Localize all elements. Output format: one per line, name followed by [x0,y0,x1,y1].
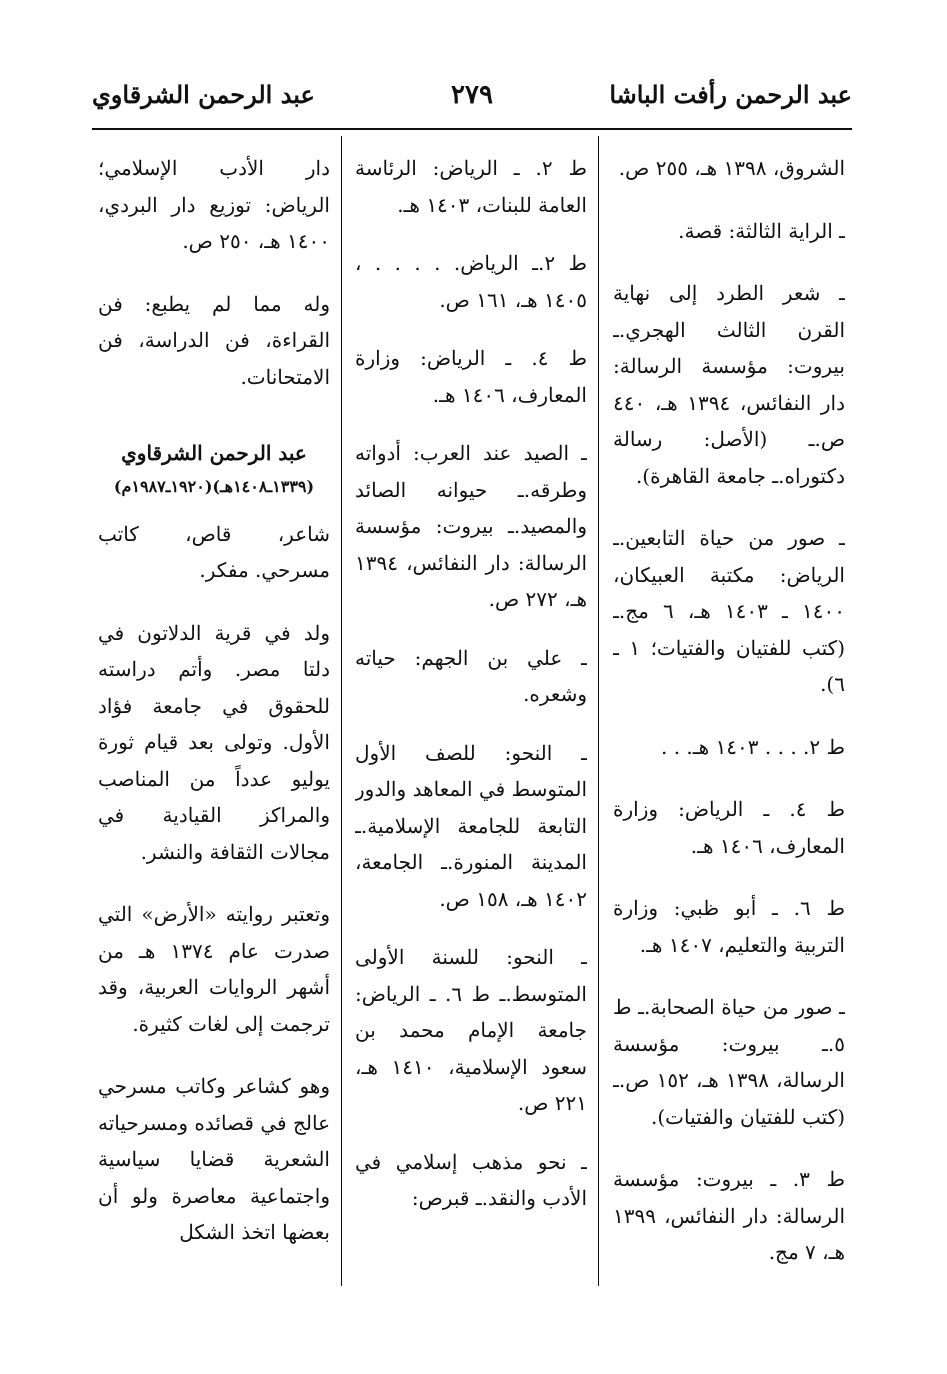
entry-paragraph: ـ شعر الطرد إلى نهاية القرن الثالث الهجري.ـ بيروت: مؤسسة الرسالة: دار النفائس، ١٣٩٤ هـ، ٤٤٠ ص.ـ (الأصل: رسالة دكتوراه.ـ جامعة القاهرة). [613,281,845,488]
biography-paragraph: ولد في قرية الدلاتون في دلتا مصر. وأتم دراسته للحقوق في جامعة فؤاد الأول. وتولى بعد قيام ثورة يوليو عدداً من المناصب والمراكز القيادية في مجالات الثقافة والنشر. [98,620,330,864]
running-header [92,80,852,124]
header-rule [92,128,852,130]
entry-paragraph: ط ٢.ـ الرياض. . . . . ، ١٤٠٥ هـ، ١٦١ ص. [355,251,587,312]
entry-paragraph: ط ٤. ـ الرياض: وزارة المعارف، ١٤٠٦ هـ. [355,346,587,407]
biography-paragraph: وهو كشاعر وكاتب مسرحي عالج في قصائده ومسرحياته الشعرية قضايا سياسية واجتماعية معاصرة ولو أن بعضها اتخذ الشكل [98,1074,330,1244]
biography-paragraph: شاعر، قاص، كاتب مسرحي. مفكر. [98,521,330,582]
entry-paragraph: ط ٦. ـ أبو ظبي: وزارة التربية والتعليم، ١٤٠٧ هـ. [613,896,845,957]
entry-paragraph: ط ٣. ـ بيروت: مؤسسة الرسالة: دار النفائس، ١٣٩٩ هـ، ٧ مج. [613,1167,845,1264]
column-left [98,150,330,1300]
biography-heading: عبد الرحمن الشرقاوي [121,441,307,465]
entry-paragraph: ـ نحو مذهب إسلامي في الأدب والنقد.ـ قبرص: [355,1149,587,1210]
column-right [613,150,845,1300]
biography-dates: (١٣٣٩ـ١٤٠٨هـ)(١٩٢٠ـ١٩٨٧م) [113,476,315,496]
entry-paragraph: ـ الصيد عند العرب: أدواته وطرقه.ـ حيوانه الصائد والمصيد.ـ بيروت: مؤسسة الرسالة: دار النفائس، ١٣٩٤ هـ، ٢٧٢ ص. [355,441,587,611]
entry-paragraph: ط ٤. ـ الرياض: وزارة المعارف، ١٤٠٦ هـ. [613,797,845,858]
entry-paragraph: وله مما لم يطبع: فن القراءة، فن الدراسة، فن الامتحانات. [98,291,330,389]
entry-paragraph: ـ النحو: للصف الأول المتوسط في المعاهد والدور التابعة للجامعة الإسلامية.ـ المدينة المنورة.ـ الجامعة، ١٤٠٢ هـ، ١٥٨ ص. [355,740,587,911]
entry-paragraph: ـ الراية الثالثة: قصة. [678,218,845,243]
entry-paragraph: ط ٢. ـ الرياض: الرئاسة العامة للبنات، ١٤٠٣ هـ. [355,156,587,217]
header-left-name: عبد الرحمن الشرقاوي [92,80,315,109]
header-right-name: عبد الرحمن رأفت الباشا [609,80,852,109]
column-divider-left [341,136,342,1286]
entry-paragraph: الشروق، ١٣٩٨ هـ، ٢٥٥ ص. [618,156,845,180]
entry-paragraph: ـ علي بن الجهم: حياته وشعره. [355,645,587,706]
column-middle [355,150,587,1300]
entry-paragraph: ط ٢. . . . ١٤٠٣ هـ. . . [661,734,845,759]
entry-paragraph: دار الأدب الإسلامي؛ الرياض: توزيع دار البردي، ١٤٠٠ هـ، ٢٥٠ ص. [98,156,330,253]
biography-paragraph: وتعتبر روايته «الأرض» التي صدرت عام ١٣٧٤ هـ من أشهر الروايات العربية، وقد ترجمت إلى لغات كثيرة. [98,902,330,1036]
page-number: ٢٧٩ [451,80,493,110]
entry-paragraph: ـ صور من حياة التابعين.ـ الرياض: مكتبة العبيكان، ١٤٠٠ ـ ١٤٠٣ هـ، ٦ مج.ـ (كتب للفتيان والفتيات؛ ١ ـ ٦). [613,526,845,696]
column-divider-right [598,136,599,1286]
entry-paragraph: ـ النحو: للسنة الأولى المتوسط.ـ ط ٦. ـ الرياض: جامعة الإمام محمد بن سعود الإسلامية، ١٤١٠ هـ، ٢٢١ ص. [355,945,587,1115]
entry-paragraph: ـ صور من حياة الصحابة.ـ ط ٥.ـ بيروت: مؤسسة الرسالة، ١٣٩٨ هـ، ١٥٢ ص.ـ (كتب للفتيان والفتيات). [613,995,845,1129]
